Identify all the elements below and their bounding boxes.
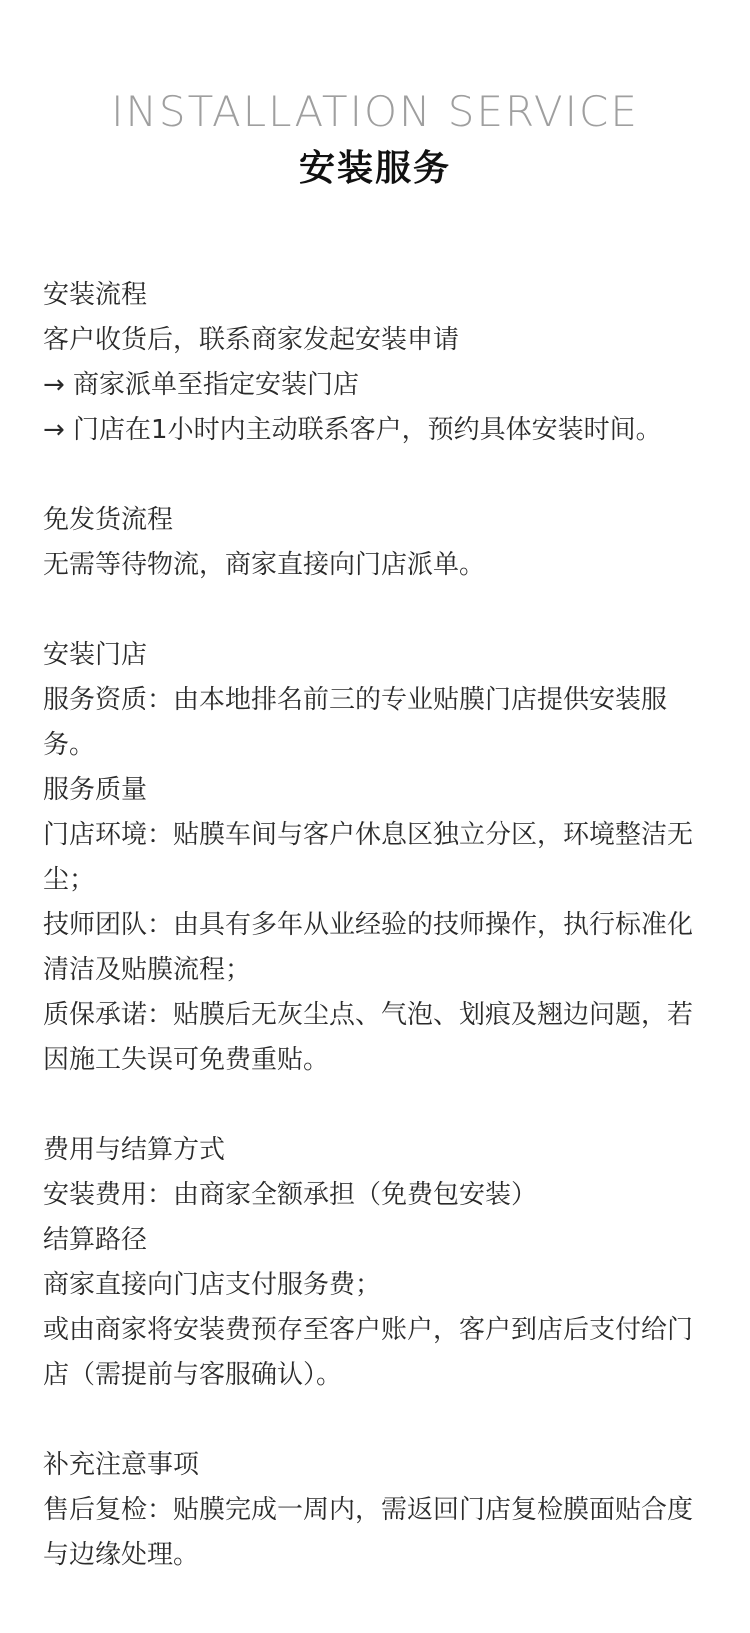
service-qualification: 服务资质：由本地排名前三的专业贴膜门店提供安装服务。 bbox=[43, 685, 668, 760]
service-quality-heading: 服务质量 bbox=[43, 775, 148, 805]
after-sales-check: 售后复检：贴膜完成一周内，需返回门店复检膜面贴合度与边缘处理。 bbox=[43, 1495, 694, 1570]
settlement-option: 商家直接向门店支付服务费； bbox=[43, 1270, 382, 1300]
section-title: 安装门店 bbox=[43, 640, 148, 670]
quality-guarantee: 质保承诺：贴膜后无灰尘点、气泡、划痕及翘边问题，若因施工失误可免费重贴。 bbox=[43, 1000, 694, 1075]
installation-fee: 安装费用：由商家全额承担（免费包安装） bbox=[43, 1180, 538, 1210]
process-step: 客户收货后，联系商家发起安装申请 bbox=[43, 325, 460, 355]
section-installation-store bbox=[43, 633, 710, 1083]
section-title: 免发货流程 bbox=[43, 505, 174, 535]
section-title: 补充注意事项 bbox=[43, 1450, 200, 1480]
settlement-option: 或由商家将安装费预存至客户账户，客户到店后支付给门店（需提前与客服确认）。 bbox=[43, 1315, 694, 1390]
service-content bbox=[43, 273, 710, 1578]
section-text: 无需等待物流，商家直接向门店派单。 bbox=[43, 550, 486, 580]
page-header bbox=[0, 82, 750, 194]
section-no-shipping-process bbox=[43, 498, 710, 588]
chinese-title: 安装服务 bbox=[298, 148, 451, 189]
process-step: → 门店在1小时内主动联系客户，预约具体安装时间。 bbox=[43, 415, 662, 445]
settlement-path-heading: 结算路径 bbox=[43, 1225, 148, 1255]
technician-team: 技师团队：由具有多年从业经验的技师操作，执行标准化清洁及贴膜流程； bbox=[43, 910, 694, 985]
store-environment: 门店环境：贴膜车间与客户休息区独立分区，环境整洁无尘； bbox=[43, 820, 694, 895]
section-additional-notes bbox=[43, 1443, 710, 1578]
section-title: 费用与结算方式 bbox=[43, 1135, 226, 1165]
section-title: 安装流程 bbox=[43, 280, 148, 310]
process-step: → 商家派单至指定安装门店 bbox=[43, 370, 360, 400]
english-title: INSTALLATION SERVICE bbox=[111, 87, 639, 136]
section-fees-settlement bbox=[43, 1128, 710, 1398]
section-installation-process bbox=[43, 273, 710, 453]
